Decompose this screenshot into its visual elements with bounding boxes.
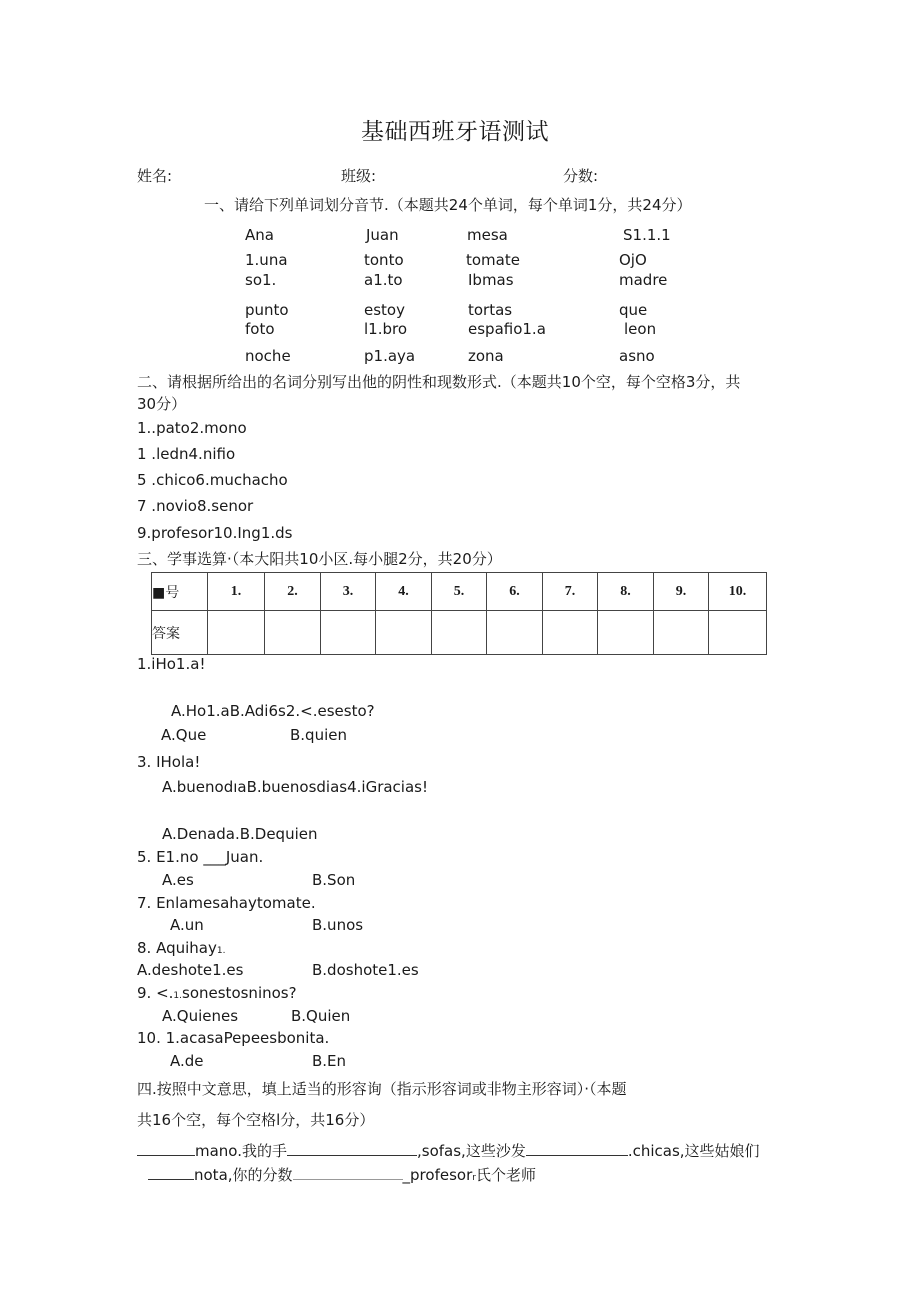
syllable-word: so1. bbox=[245, 271, 277, 289]
syllable-word: a1.to bbox=[364, 271, 403, 289]
noun-item: 9.profesor10.Ing1.ds bbox=[137, 524, 293, 542]
option-b: B.unos bbox=[312, 916, 364, 934]
syllable-word: asno bbox=[619, 347, 655, 365]
table-row-label: 答案 bbox=[152, 611, 208, 655]
fill-text: 氏个老师 bbox=[475, 1166, 536, 1184]
option-a: A.deshote1.es bbox=[137, 961, 244, 979]
fill-text-sub: r bbox=[472, 1173, 476, 1183]
option-a: A.es bbox=[162, 871, 194, 889]
syllable-word: foto bbox=[245, 320, 275, 338]
answer-cell[interactable] bbox=[376, 611, 432, 655]
blank-field[interactable] bbox=[287, 1142, 417, 1156]
option-a: A.Quienes bbox=[162, 1007, 239, 1025]
option-a: A.de bbox=[170, 1052, 204, 1070]
section4-heading: 四.按照中文意思，填上适当的形容询（指示形容词或非物主形容词）·（本题 bbox=[137, 1080, 627, 1098]
fill-text: nota,你的分数 bbox=[194, 1166, 293, 1184]
answer-cell[interactable] bbox=[709, 611, 767, 655]
section3-heading: 三、学事选算·（本大阳共10小区.每小腿2分，共20分） bbox=[137, 550, 502, 568]
syllable-word: S1.1.1 bbox=[623, 226, 671, 244]
question-number: 4. bbox=[376, 573, 432, 611]
section2-heading: 二、请根据所给出的名词分别写出他的阴性和现数形式.（本题共10个空，每个空格3分，共 bbox=[137, 373, 741, 391]
question-text-pre: 9. <. bbox=[137, 984, 174, 1002]
question-text-main: 8. Aquihay bbox=[137, 939, 217, 957]
question-text bbox=[137, 986, 297, 1001]
question-number: 8. bbox=[598, 573, 654, 611]
question-number: 1. bbox=[208, 573, 265, 611]
option-b: B.doshote1.es bbox=[312, 961, 419, 979]
option-b: B.quien bbox=[290, 726, 347, 744]
syllable-word: Ibmas bbox=[468, 271, 514, 289]
syllable-word: punto bbox=[245, 301, 289, 319]
fill-text: _profesor bbox=[402, 1166, 473, 1184]
question-options: A.buenodıaB.buenosdias4.iGracias! bbox=[162, 778, 428, 796]
noun-item: 1 .ledn4.nifio bbox=[137, 445, 236, 463]
question-text: 5. E1.no ___Juan. bbox=[137, 848, 264, 866]
syllable-word: tomate bbox=[466, 251, 520, 269]
section1-heading: 一、请给下列单词划分音节.（本题共24个单词，每个单词1分，共24分） bbox=[204, 196, 692, 214]
answer-cell[interactable] bbox=[487, 611, 543, 655]
syllable-word: estoy bbox=[364, 301, 405, 319]
option-a: A.Que bbox=[161, 726, 207, 744]
option-a: A.un bbox=[170, 916, 204, 934]
class-label: 班级: bbox=[341, 167, 377, 185]
answer-cell[interactable] bbox=[208, 611, 265, 655]
question-number: 5. bbox=[432, 573, 487, 611]
blank-field[interactable] bbox=[293, 1166, 403, 1180]
fill-text: .chicas,这些姑娘们 bbox=[627, 1142, 760, 1160]
syllable-word: leon bbox=[624, 320, 657, 338]
question-options: A.Ho1.aB.Adi6s2.<.esesto? bbox=[171, 702, 375, 720]
syllable-word: p1.aya bbox=[364, 347, 416, 365]
syllable-word: zona bbox=[468, 347, 504, 365]
fill-line bbox=[148, 1166, 536, 1183]
score-label: 分数: bbox=[563, 167, 599, 185]
answer-cell[interactable] bbox=[265, 611, 321, 655]
answer-cell[interactable] bbox=[543, 611, 598, 655]
fill-line bbox=[137, 1142, 760, 1159]
noun-item: 5 .chico6.muchacho bbox=[137, 471, 288, 489]
question-options: A.Denada.B.Dequien bbox=[162, 825, 318, 843]
blank-field[interactable] bbox=[137, 1142, 195, 1156]
question-number: 2. bbox=[265, 573, 321, 611]
syllable-word: tortas bbox=[468, 301, 513, 319]
answer-cell[interactable] bbox=[654, 611, 709, 655]
syllable-word: 1.una bbox=[245, 251, 288, 269]
syllable-word: l1.bro bbox=[364, 320, 408, 338]
question-number: 3. bbox=[321, 573, 376, 611]
question-text: 3. IHola! bbox=[137, 753, 201, 771]
question-number: 7. bbox=[543, 573, 598, 611]
answer-cell[interactable] bbox=[432, 611, 487, 655]
answer-table bbox=[151, 572, 767, 655]
syllable-word: OjO bbox=[619, 251, 647, 269]
syllable-word: mesa bbox=[467, 226, 508, 244]
question-number: 6. bbox=[487, 573, 543, 611]
question-text bbox=[137, 941, 225, 956]
syllable-word: Juan bbox=[366, 226, 399, 244]
syllable-word: espafio1.a bbox=[468, 320, 546, 338]
option-b: B.Son bbox=[312, 871, 356, 889]
noun-item: 7 .novio8.senor bbox=[137, 497, 254, 515]
syllable-word: noche bbox=[245, 347, 291, 365]
section4-heading-cont: 共16个空，每个空格l分，共16分） bbox=[137, 1111, 375, 1129]
table-row-label: ■号 bbox=[152, 573, 208, 611]
syllable-word: Ana bbox=[245, 226, 274, 244]
answer-cell[interactable] bbox=[321, 611, 376, 655]
page-title: 基础西班牙语测试 bbox=[361, 119, 549, 145]
blank-field[interactable] bbox=[526, 1142, 628, 1156]
syllable-word: que bbox=[619, 301, 648, 319]
fill-text: mano.我的手 bbox=[195, 1142, 287, 1160]
question-number: 9. bbox=[654, 573, 709, 611]
question-number: 10. bbox=[709, 573, 767, 611]
syllable-word: madre bbox=[619, 271, 668, 289]
question-text-sub: 1. bbox=[173, 991, 183, 1001]
question-text-sub: 1. bbox=[216, 946, 226, 956]
option-b: B.Quien bbox=[291, 1007, 351, 1025]
question-text: 10. 1.acasaPepeesbonita. bbox=[137, 1029, 330, 1047]
syllable-word: tonto bbox=[364, 251, 404, 269]
name-label: 姓名: bbox=[137, 167, 173, 185]
question-text: 7. Enlamesahaytomate. bbox=[137, 894, 316, 912]
section2-heading-cont: 30分） bbox=[137, 395, 187, 413]
option-b: B.En bbox=[312, 1052, 347, 1070]
question-text-post: sonestosninos? bbox=[182, 984, 297, 1002]
answer-cell[interactable] bbox=[598, 611, 654, 655]
blank-field[interactable] bbox=[148, 1166, 194, 1180]
fill-text: ,sofas,这些沙发 bbox=[417, 1142, 526, 1160]
noun-item: 1..pato2.mono bbox=[137, 419, 247, 437]
question-text: 1.iHo1.a! bbox=[137, 655, 206, 673]
